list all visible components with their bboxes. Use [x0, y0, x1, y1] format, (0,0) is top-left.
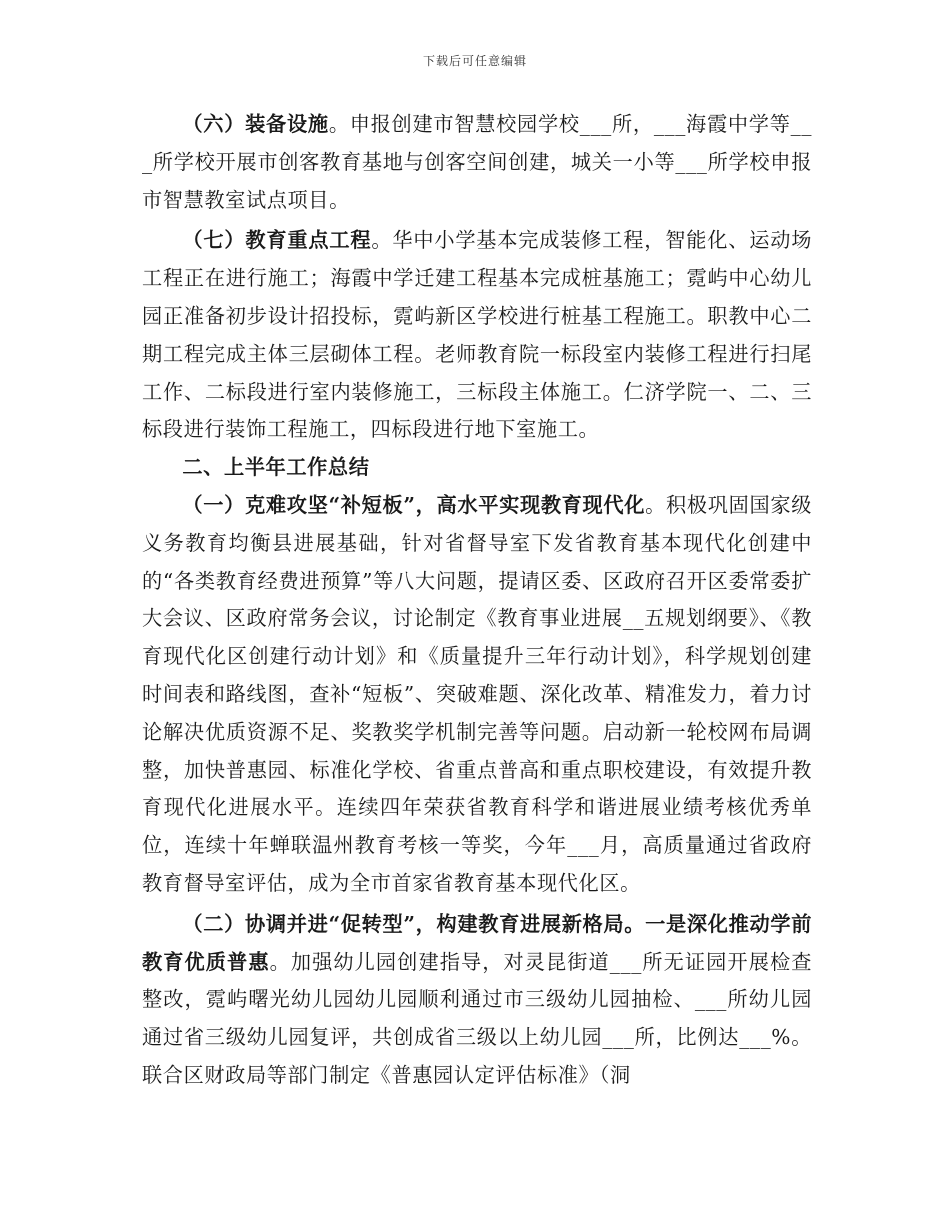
section-heading: （一）克难攻坚“补短板”，高水平实现教育现代化	[182, 492, 646, 517]
paragraph-text: 。加强幼儿园创建指导，对灵昆街道___所无证园开展检查整改，霓屿曙光幼儿园幼儿园顺利通过市三级幼儿园抽检、___所幼儿园通过省三级幼儿园复评，共创成省三级以上幼儿园___所，比例达___%。联合区财政局等部门制定《普惠园认定评估标准》（洞	[142, 949, 813, 1087]
document-body	[142, 106, 812, 1095]
section-heading: （二）协调并进“促转型”，构建教育进展新格局。一是深化推动学前教育优质普惠	[142, 911, 812, 974]
paragraph-text: 。华中小学基本完成装修工程，智能化、运动场工程正在进行施工；海霞中学迁建工程基本完成桩基施工；霓屿中心幼儿园正准备初步设计招投标，霓屿新区学校进行桩基工程施工。职教中心二期工程完成主体三层砌体工程。老师教育院一标段室内装修工程进行扫尾工作、二标段进行室内装修施工，三标段主体施工。仁济学院一、二、三标段进行装饰工程施工，四标段进行地下室施工。	[142, 228, 813, 442]
paragraph-preschool	[142, 906, 812, 1095]
section-title: 二、上半年工作总结	[182, 455, 370, 480]
section-heading: （七）教育重点工程	[182, 228, 372, 253]
page-header: 下载后可任意编辑	[422, 54, 527, 68]
paragraph-summary-title	[142, 449, 812, 487]
paragraph-text: 。积极巩固国家级义务教育均衡县进展基础，针对省督导室下发省教育基本现代化创建中的“各类教育经费进预算”等八大问题，提请区委、区政府召开区委常委扩大会议、区政府常务会议，讨论制定《教育事业进展__五规划纲要》、《教育现代化区创建行动计划》和《质量提升三年行动计划》，科学规划创建时间表和路线图，查补“短板”、突破难题、深化改革、精准发力，着力讨论解决优质资源不足、奖教奖学机制完善等问题。启动新一轮校网布局调整，加快普惠园、标准化学校、省重点普高和重点职校建设，有效提升教育现代化进展水平。连续四年荣获省教育科学和谐进展业绩考核优秀单位，连续十年蝉联温州教育考核一等奖，今年___月，高质量通过省政府教育督导室评估，成为全市首家省教育基本现代化区。	[142, 492, 812, 895]
paragraph-key-projects	[142, 222, 812, 449]
section-heading: （六）装备设施	[182, 112, 329, 136]
paragraph-equipment	[142, 106, 812, 219]
paragraph-text: 。申报创建市智慧校园学校___所，___海霞中学等___所学校开展市创客教育基地与创客空间创建，城关一小等___所学校申报市智慧教室试点项目。	[142, 112, 813, 212]
paragraph-modernization	[142, 487, 812, 903]
